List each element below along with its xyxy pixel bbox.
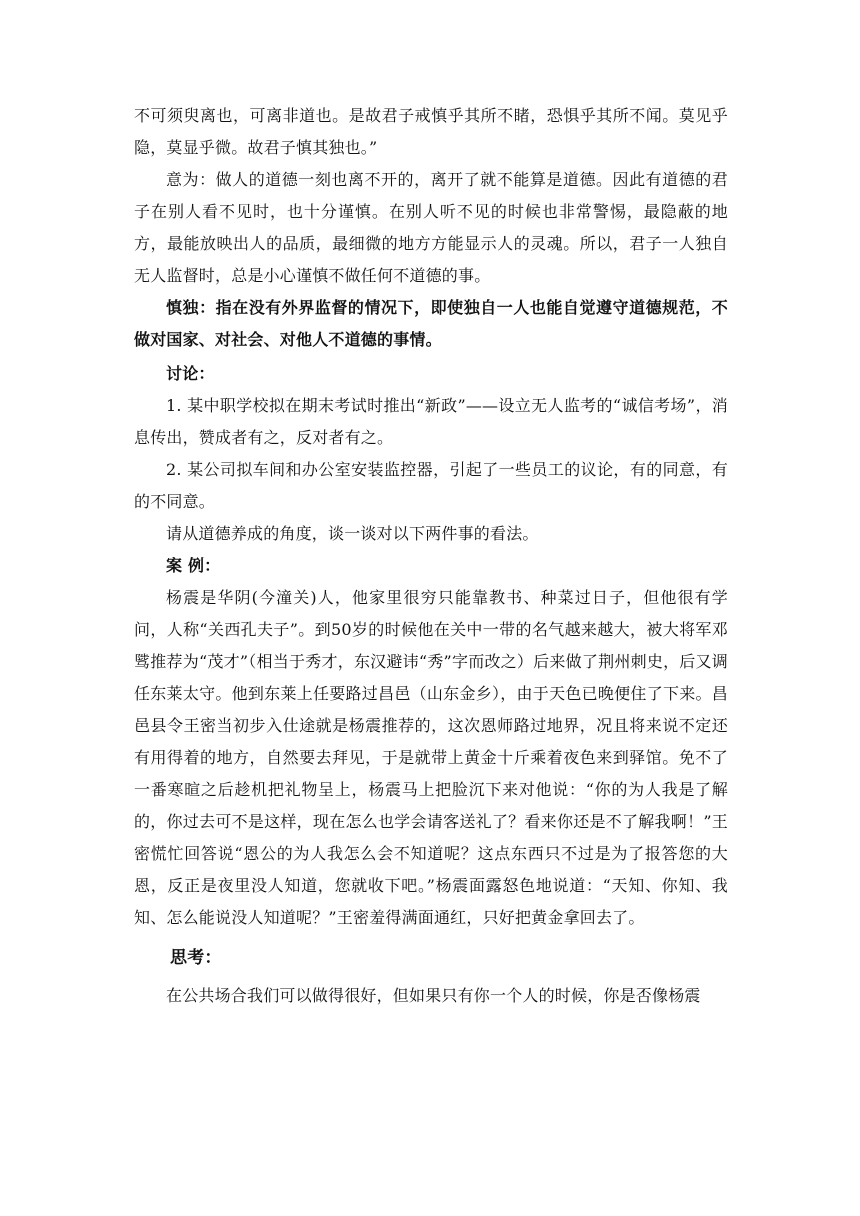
discussion-item-2: 2. 某公司拟车间和办公室安装监控器，引起了一些员工的议论，有的同意，有的不同意。 — [134, 460, 728, 511]
thinking-paragraph: 在公共场合我们可以做得很好，但如果只有你一个人的时候，你是否像杨震 — [166, 986, 701, 1005]
case-paragraph: 杨震是华阴(今潼关)人，他家里很穷只能靠教书、种菜过日子，但他很有学问，人称“关西孔夫子”。到50岁的时候他在关中一带的名气越来越大，被大将军邓骘推荐为“茂才”（相当于秀才，东汉避讳“秀”字而改之）后来做了荆州刺史，后又调任东莱太守。他到东莱上任要路过昌邑（山东金乡），由于天色已晚便住了下来。昌邑县令王密当初步入仕途就是杨震推荐的，这次恩师路过地界，况且将来说不定还有用得着的地方，自然要去拜见，于是就带上黄金十斤乘着夜色来到驿馆。免不了一番寒暄之后趁机把礼物呈上，杨震马上把脸沉下来对他说：“你的为人我是了解的，你过去可不是这样，现在怎么也学会请客送礼了？看来你还是不了解我啊！”王密慌忙回答说“恩公的为人我怎么会不知道呢？这点东西只不过是为了报答您的大恩，反正是夜里没人知道，您就收下吧。”杨震面露怒色地说道：“天知、你知、我知、怎么能说没人知道呢？”王密羞得满面通红，只好把黄金拿回去了。 — [134, 588, 728, 927]
quote-continuation: 不可须臾离也，可离非道也。是故君子戒慎乎其所不睹，恐惧乎其所不闻。莫见乎隐，莫显乎微。故君子慎其独也。” — [134, 106, 728, 157]
discussion-heading: 讨论： — [166, 364, 215, 383]
case-heading: 案 例： — [166, 556, 221, 575]
document-body — [134, 100, 728, 1012]
discussion-item-1: 1. 某中职学校拟在期末考试时推出“新政”——设立无人监考的“诚信考场”，消息传出，赞成者有之，反对者有之。 — [134, 396, 728, 447]
thinking-heading: 思考： — [170, 948, 222, 968]
discussion-prompt: 请从道德养成的角度，谈一谈对以下两件事的看法。 — [166, 524, 539, 543]
definition-paragraph: 慎独：指在没有外界监督的情况下，即使独自一人也能自觉遵守道德规范，不做对国家、对社会、对他人不道德的事情。 — [134, 298, 728, 349]
meaning-paragraph: 意为：做人的道德一刻也离不开的，离开了就不能算是道德。因此有道德的君子在别人看不见时，也十分谨慎。在别人听不见的时候也非常警惕，最隐蔽的地方，最能放映出人的品质，最细微的地方方能显示人的灵魂。所以，君子一人独自无人监督时，总是小心谨慎不做任何不道德的事。 — [134, 170, 728, 285]
